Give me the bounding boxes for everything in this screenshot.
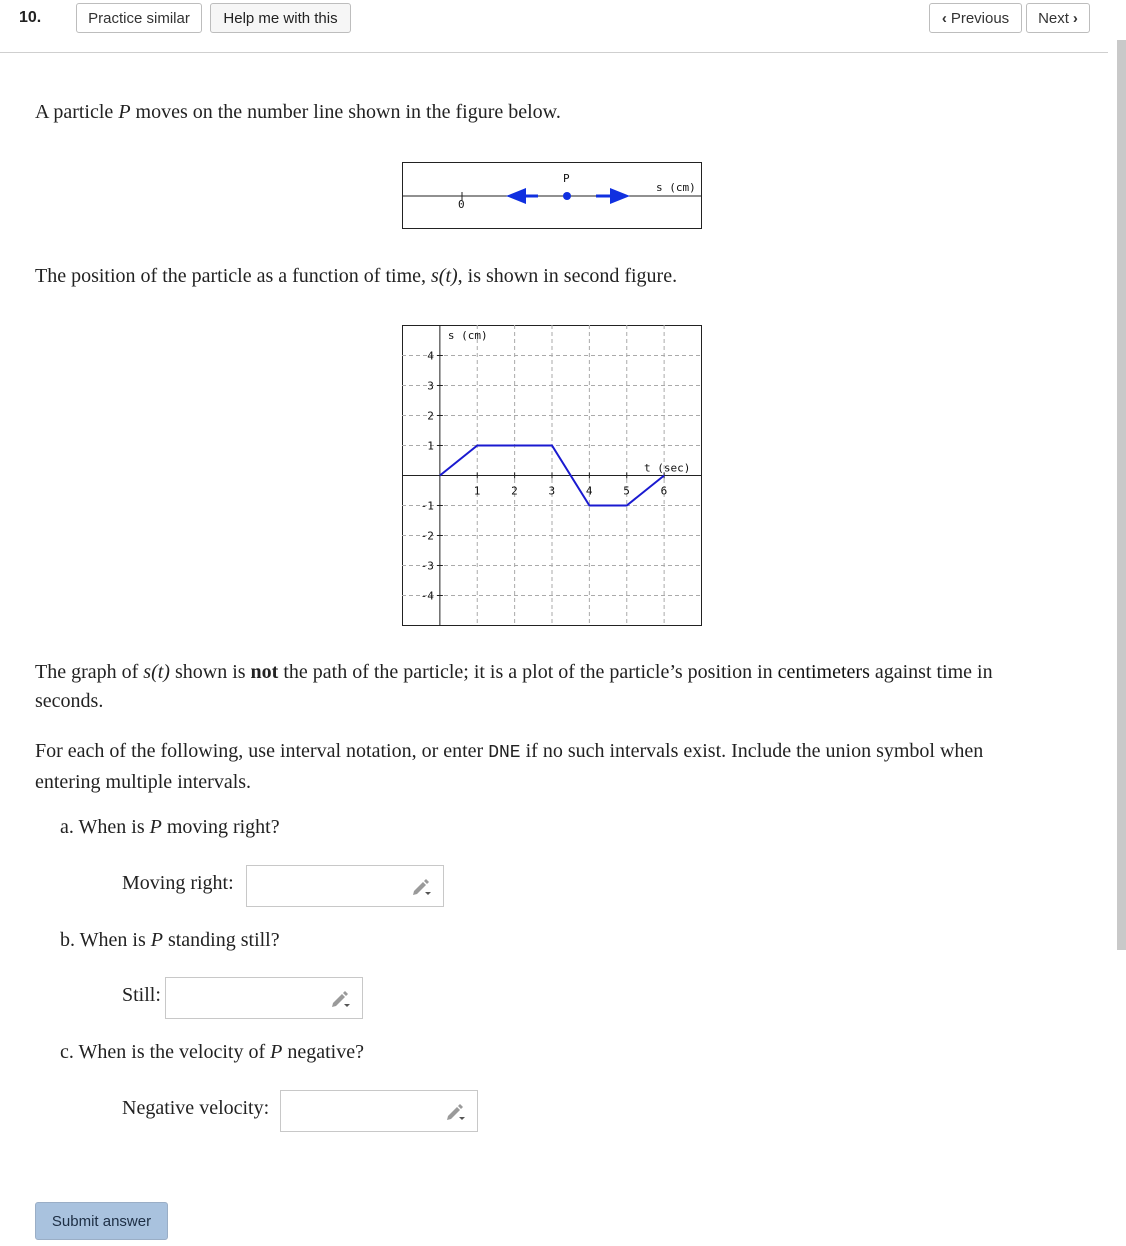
graph-note-var: s(t): [143, 661, 170, 683]
y-tick-label: 3: [427, 379, 434, 393]
y-tick-label: -3: [420, 559, 434, 573]
question-c-var: P: [270, 1041, 283, 1063]
x-tick-label: 1: [473, 484, 481, 498]
question-c-prefix: c. When is the velocity of: [60, 1041, 271, 1063]
still-label: Still:: [122, 984, 161, 1006]
position-graph: [402, 325, 702, 626]
y-tick-label: -2: [420, 529, 434, 543]
zero-label: 0: [458, 198, 465, 211]
y-axis-label: s (cm): [447, 329, 488, 342]
negative-velocity-answer-box[interactable]: [280, 1090, 478, 1132]
x-tick-label: 5: [623, 484, 630, 498]
y-tick-label: 2: [427, 409, 434, 423]
s-axis-label: s (cm): [656, 181, 696, 194]
position-paragraph: [35, 262, 677, 291]
next-label: Next: [1038, 9, 1069, 27]
graph-note-not: not: [250, 661, 279, 683]
particle-p-dot: [563, 192, 571, 200]
x-tick-label: 6: [660, 484, 668, 498]
question-c: [60, 1041, 364, 1064]
practice-similar-button[interactable]: Practice similar: [76, 3, 202, 33]
graph-note-b: shown is: [169, 661, 251, 683]
still-input[interactable]: [172, 978, 326, 1018]
pencil-icon[interactable]: [411, 877, 433, 897]
var-p: P: [118, 101, 131, 123]
instructions-a: For each of the following, use interval notation, or enter: [35, 740, 489, 762]
chevron-right-icon: ›: [1072, 9, 1078, 27]
instructions-b: if no such intervals exist. Include the union symbol when: [520, 740, 984, 762]
question-b: [60, 929, 280, 952]
intro-paragraph: [35, 98, 561, 127]
x-tick-label: 2: [511, 484, 518, 498]
previous-button[interactable]: [929, 3, 1022, 33]
y-tick-label: -1: [420, 499, 434, 513]
scrollbar[interactable]: [1117, 40, 1126, 950]
y-tick-label: 1: [427, 439, 434, 453]
pencil-icon[interactable]: [445, 1102, 467, 1122]
pencil-icon[interactable]: [330, 989, 352, 1009]
help-me-button[interactable]: Help me with this: [210, 3, 351, 33]
question-b-suffix: standing still?: [162, 929, 280, 951]
particle-p-label: P: [563, 172, 570, 185]
negative-velocity-input[interactable]: [287, 1091, 441, 1131]
previous-label: Previous: [950, 9, 1010, 27]
chevron-left-icon: ‹: [941, 9, 947, 27]
position-text-a: The position of the particle as a function of time,: [35, 265, 431, 287]
question-header: [0, 0, 1108, 53]
graph-note-cm: centimeters: [777, 661, 870, 683]
instructions-c: entering multiple intervals.: [35, 771, 252, 793]
x-tick-label: 3: [548, 484, 556, 498]
x-tick-label: 4: [585, 484, 593, 498]
graph-note-a: The graph of: [35, 661, 144, 683]
submit-answer-button[interactable]: Submit answer: [35, 1202, 168, 1240]
question-b-prefix: b. When is: [60, 929, 151, 951]
y-tick-label: 4: [427, 349, 434, 363]
var-s-of-t: s(t): [431, 265, 458, 287]
negative-velocity-label: Negative velocity:: [122, 1097, 270, 1119]
dne-code: DNE: [488, 743, 521, 763]
still-answer-box[interactable]: [165, 977, 363, 1019]
intro-text-b: moves on the number line shown in the figure below.: [130, 101, 561, 123]
number-line-figure: [402, 162, 702, 230]
question-a-prefix: a. When is: [60, 816, 150, 838]
question-a-suffix: moving right?: [161, 816, 280, 838]
next-button[interactable]: [1026, 3, 1090, 33]
x-axis-label: t (sec): [644, 461, 691, 475]
instructions-paragraph: [35, 737, 1045, 797]
graph-note-c: the path of the particle; it is a plot of the particle’s position in: [278, 661, 778, 683]
question-a-var: P: [149, 816, 162, 838]
graph-note-paragraph: [35, 658, 1045, 716]
graph-note-e: seconds.: [35, 690, 104, 712]
moving-right-input[interactable]: [253, 866, 407, 906]
question-b-var: P: [150, 929, 163, 951]
intro-text-a: A particle: [35, 101, 119, 123]
moving-right-answer-box[interactable]: [246, 865, 444, 907]
question-c-suffix: negative?: [282, 1041, 364, 1063]
graph-note-d: against time in: [869, 661, 993, 683]
position-text-b: , is shown in second figure.: [457, 265, 678, 287]
moving-right-label: Moving right:: [122, 872, 234, 894]
y-tick-label: -4: [420, 589, 434, 603]
question-a: [60, 816, 280, 839]
question-number: 10.: [19, 9, 42, 26]
